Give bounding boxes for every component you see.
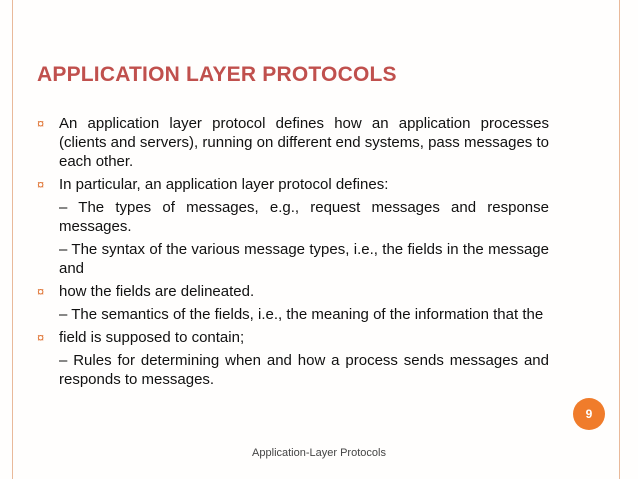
sub-text: – The semantics of the fields, i.e., the meaning of the information that the xyxy=(59,306,544,323)
bullet-item xyxy=(37,282,549,301)
bullet-icon: ¤ xyxy=(37,284,45,299)
sub-item xyxy=(37,198,549,236)
bullet-text: An application layer protocol defines how an application processes (clients and servers), running on different end systems, pass messages to each other. xyxy=(59,115,549,170)
sub-text: – The types of messages, e.g., request messages and response messages. xyxy=(59,199,549,235)
sub-text: – The syntax of the various message types, i.e., the fields in the message and xyxy=(59,241,549,277)
page-number-badge: 9 xyxy=(573,398,605,430)
bullet-item xyxy=(37,114,549,171)
sub-item xyxy=(37,305,549,324)
bullet-icon: ¤ xyxy=(37,116,45,131)
bullet-text: how the fields are delineated. xyxy=(59,283,255,300)
bullet-icon: ¤ xyxy=(37,330,45,345)
slide-title: APPLICATION LAYER PROTOCOLS xyxy=(37,63,397,86)
bullet-text: field is supposed to contain; xyxy=(59,329,245,346)
bullet-item xyxy=(37,328,549,347)
sub-text: – Rules for determining when and how a process sends messages and responds to messages. xyxy=(59,352,549,388)
bullet-item xyxy=(37,175,549,194)
sub-item xyxy=(37,240,549,278)
bullet-icon: ¤ xyxy=(37,177,45,192)
bullet-text: In particular, an application layer protocol defines: xyxy=(59,176,389,193)
slide-content xyxy=(37,114,549,393)
sub-item xyxy=(37,351,549,389)
footer-text: Application-Layer Protocols xyxy=(252,447,386,459)
